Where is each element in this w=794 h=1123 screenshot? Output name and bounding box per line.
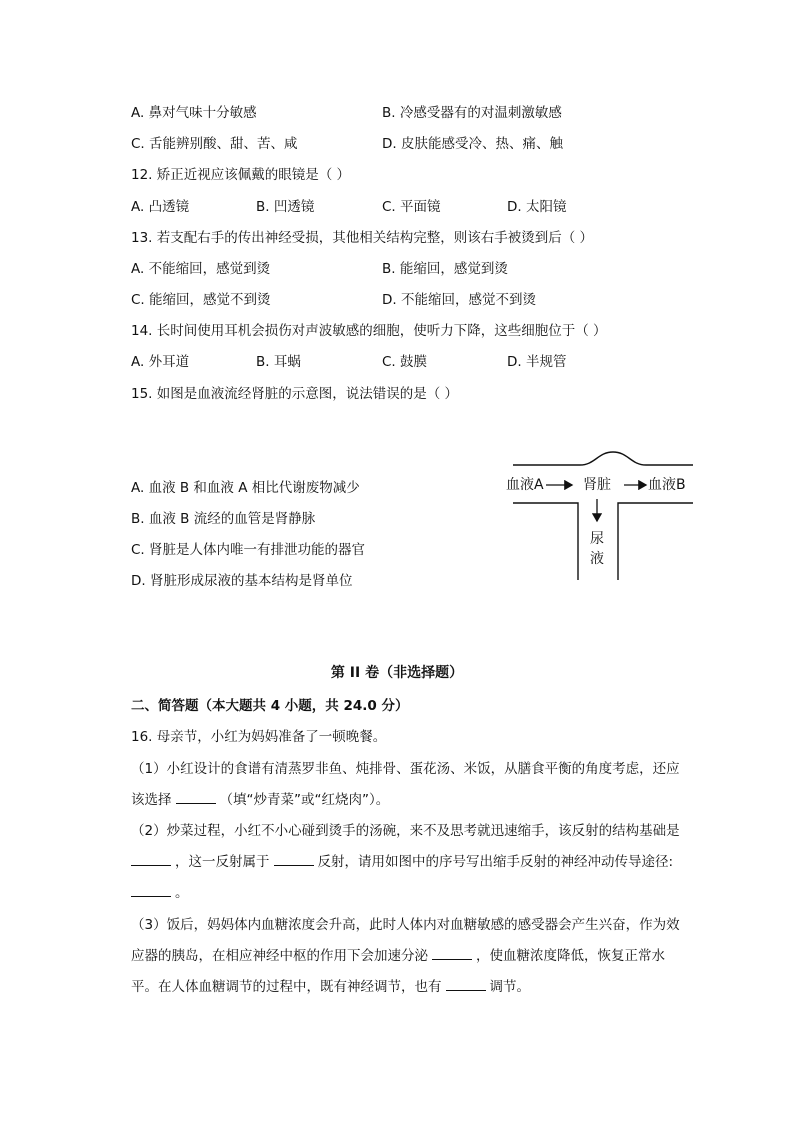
q13-option-d: D. 不能缩回，感觉不到烫 [382,292,536,308]
q16-p2-line1: （2）炒菜过程，小红不小心碰到烫手的汤碗，来不及思考就迅速缩手，该反射的结构基础是 [131,823,680,839]
answer-blank[interactable] [176,791,216,804]
vessel-top-line [513,452,693,465]
section-heading: 二、简答题（本大题共 4 小题，共 24.0 分） [131,698,409,714]
q16-p2-line3 [131,884,189,902]
q13-option-b: B. 能缩回，感觉到烫 [382,261,508,277]
label-urine-2: 液 [590,551,604,567]
answer-blank[interactable] [432,947,472,960]
q16-p3-line3 [131,978,530,996]
q12-option-a: A. 凸透镜 [131,199,190,215]
label-kidney: 肾脏 [583,477,611,493]
vessel-bottom-right-line [618,503,693,580]
q16-p3-text-a: 应器的胰岛，在相应神经中枢的作用下会加速分泌 [131,948,428,964]
q16-p3-text-d: 调节。 [489,979,530,995]
section-title: 第 II 卷（非选择题） [330,665,464,681]
label-blood-a: 血液A [506,477,544,493]
q12-option-b: B. 凹透镜 [256,199,315,215]
q12-option-d: D. 太阳镜 [507,199,567,215]
q11-option-b: B. 冷感受器有的对温刺激敏感 [382,105,562,121]
q16-p3-line1: （3）饭后，妈妈体内血糖浓度会升高，此时人体内对血糖敏感的感受器会产生兴奋，作为效 [131,917,680,933]
q16-p3-text-b: ，使血糖浓度降低，恢复正常水 [476,948,665,964]
q11-option-a: A. 鼻对气味十分敏感 [131,105,257,121]
q16-p1-text-b: （填“炒青菜”或“红烧肉”）。 [219,792,390,808]
q15-option-b: B. 血液 B 流经的血管是肾静脉 [131,511,316,527]
q15-option-d: D. 肾脏形成尿液的基本结构是肾单位 [131,573,353,589]
q12-stem: 12. 矫正近视应该佩戴的眼镜是（ ） [131,167,351,183]
q13-option-c: C. 能缩回，感觉不到烫 [131,292,271,308]
vessel-bottom-left-line [513,503,578,580]
q13-stem: 13. 若支配右手的传出神经受损，其他相关结构完整，则该右手被烫到后（ ） [131,230,594,246]
q14-option-c: C. 鼓膜 [382,354,428,370]
q16-p3-text-c: 平。在人体血糖调节的过程中，既有神经调节，也有 [131,979,442,995]
q15-option-a: A. 血液 B 和血液 A 相比代谢废物减少 [131,480,360,496]
q16-stem: 16. 母亲节，小红为妈妈准备了一顿晚餐。 [131,729,387,745]
q14-stem: 14. 长时间使用耳机会损伤对声波敏感的细胞，使听力下降，这些细胞位于（ ） [131,323,607,339]
q16-p1-line1: （1）小红设计的食谱有清蒸罗非鱼、炖排骨、蛋花汤、米饭，从膳食平衡的角度考虑，还应 [131,761,680,777]
q16-p2-text-a: ，这一反射属于 [175,854,270,870]
label-urine-1: 尿 [590,531,604,547]
q15-option-c: C. 肾脏是人体内唯一有排泄功能的器官 [131,542,366,558]
q16-p2-line2 [131,853,673,871]
q16-p1-line2 [131,791,389,809]
q11-option-d: D. 皮肤能感受冷、热、痛、触 [382,136,563,152]
q14-option-a: A. 外耳道 [131,354,190,370]
q12-option-c: C. 平面镜 [382,199,441,215]
answer-blank[interactable] [446,978,486,991]
answer-blank[interactable] [131,853,171,866]
q16-p1-text-a: 该选择 [131,792,172,808]
q15-stem: 15. 如图是血液流经肾脏的示意图，说法错误的是（ ） [131,386,459,402]
q11-option-c: C. 舌能辨别酸、甜、苦、咸 [131,136,298,152]
q16-p2-text-b: 反射，请用如图中的序号写出缩手反射的神经冲动传导途径: [317,854,674,870]
q16-p2-text-c: 。 [175,885,189,901]
q16-p3-line2 [131,947,665,965]
label-blood-b: 血液B [648,477,686,493]
q14-option-d: D. 半规管 [507,354,567,370]
answer-blank[interactable] [131,884,171,897]
q14-option-b: B. 耳蜗 [256,354,301,370]
q13-option-a: A. 不能缩回，感觉到烫 [131,261,271,277]
answer-blank[interactable] [274,853,314,866]
